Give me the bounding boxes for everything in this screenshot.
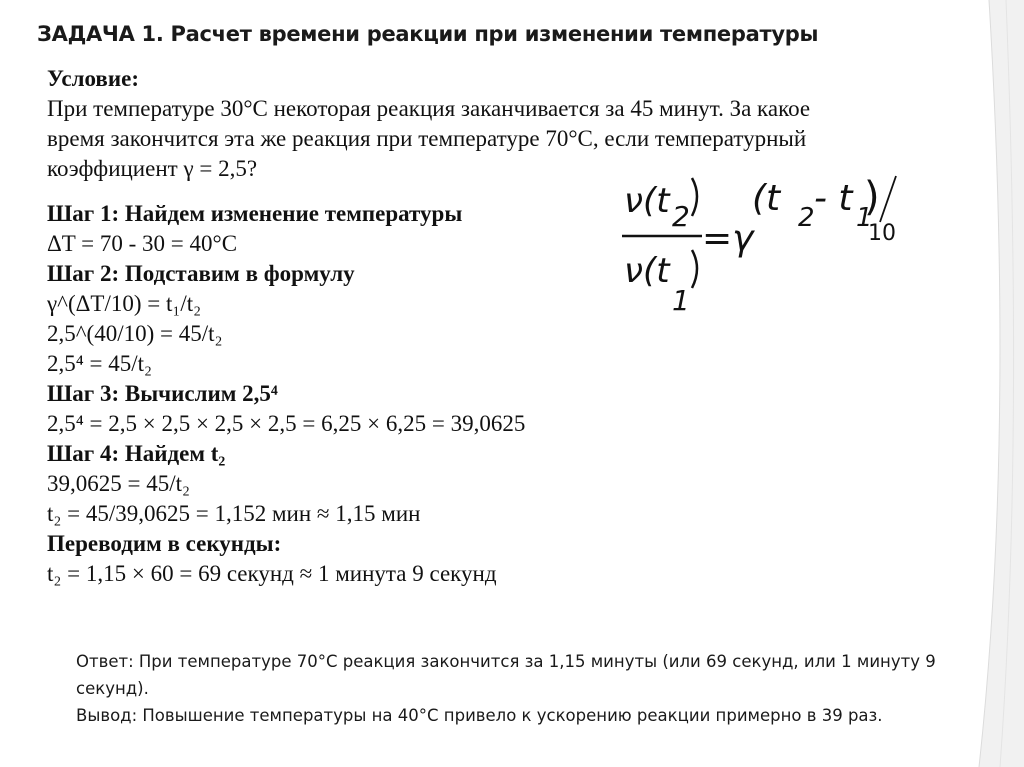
formula-denominator-sub: 1: [672, 284, 690, 317]
step-heading: Переводим в секунды:: [47, 531, 282, 556]
formula-gamma: =γ: [702, 218, 754, 259]
answer-block: [76, 648, 956, 729]
formula-exponent-sub-b: 1: [856, 203, 873, 233]
step-line: 2,5⁴ = 2,5 × 2,5 × 2,5 × 2,5 = 6,25 × 6,25 = 39,0625: [47, 411, 526, 436]
formula-divisor: 10: [868, 221, 896, 246]
step-heading: Шаг 2: Подставим в формулу: [47, 261, 355, 286]
formula-numerator-sub: 2: [672, 200, 690, 233]
step-line: t₂ = 45/39,0625 = 1,152 мин ≈ 1,15 мин: [47, 501, 421, 526]
svg-text:ν(t: [624, 181, 671, 221]
step-heading: Шаг 3: Вычислим 2,5⁴: [47, 381, 278, 406]
formula-exponent-minus: - t: [814, 178, 853, 219]
step-line: 2,5⁴ = 45/t₂: [47, 351, 153, 376]
formula-exponent-open: (t: [752, 178, 781, 219]
step-line: 39,0625 = 45/t₂: [47, 471, 191, 496]
conclusion-text: Вывод: Повышение температуры на 40°C привело к ускорению реакции примерно в 39 раз.: [76, 706, 883, 725]
formula-denominator: ν(t: [624, 251, 670, 291]
formula-exponent-sub-a: 2: [798, 203, 815, 233]
step-line: γ^(ΔT/10) = t₁/t₂: [47, 291, 202, 316]
step-line: 2,5^(40/10) = 45/t₂: [47, 321, 223, 346]
step-line: t₂ = 1,15 × 60 = 69 секунд ≈ 1 минута 9 секунд: [47, 561, 497, 586]
condition-label: Условие:: [47, 66, 139, 91]
step-heading: Шаг 4: Найдем t₂: [47, 441, 226, 466]
answer-text: Ответ: При температуре 70°C реакция закончится за 1,15 минуты (или 69 секунд, или 1 минуту 9 секунд).: [76, 652, 936, 698]
problem-condition: [47, 64, 847, 184]
formula-numerator: ν(t: [624, 181, 670, 221]
svg-text:ν(t: [624, 251, 671, 291]
page-title: ЗАДАЧА 1. Расчет времени реакции при изменении температуры: [37, 22, 819, 46]
condition-text: При температуре 30°C некоторая реакция заканчивается за 45 минут. За какое время закончится эта же реакция при температуре 70°C, если температурный коэффициент γ = 2,5?: [47, 96, 811, 181]
step-line: ΔT = 70 - 30 = 40°C: [47, 231, 238, 256]
step-heading: Шаг 1: Найдем изменение температуры: [47, 201, 463, 226]
solution-steps: [47, 199, 607, 589]
vant-hoff-formula: [618, 170, 918, 330]
formula-exponent-close: ): [864, 174, 880, 220]
